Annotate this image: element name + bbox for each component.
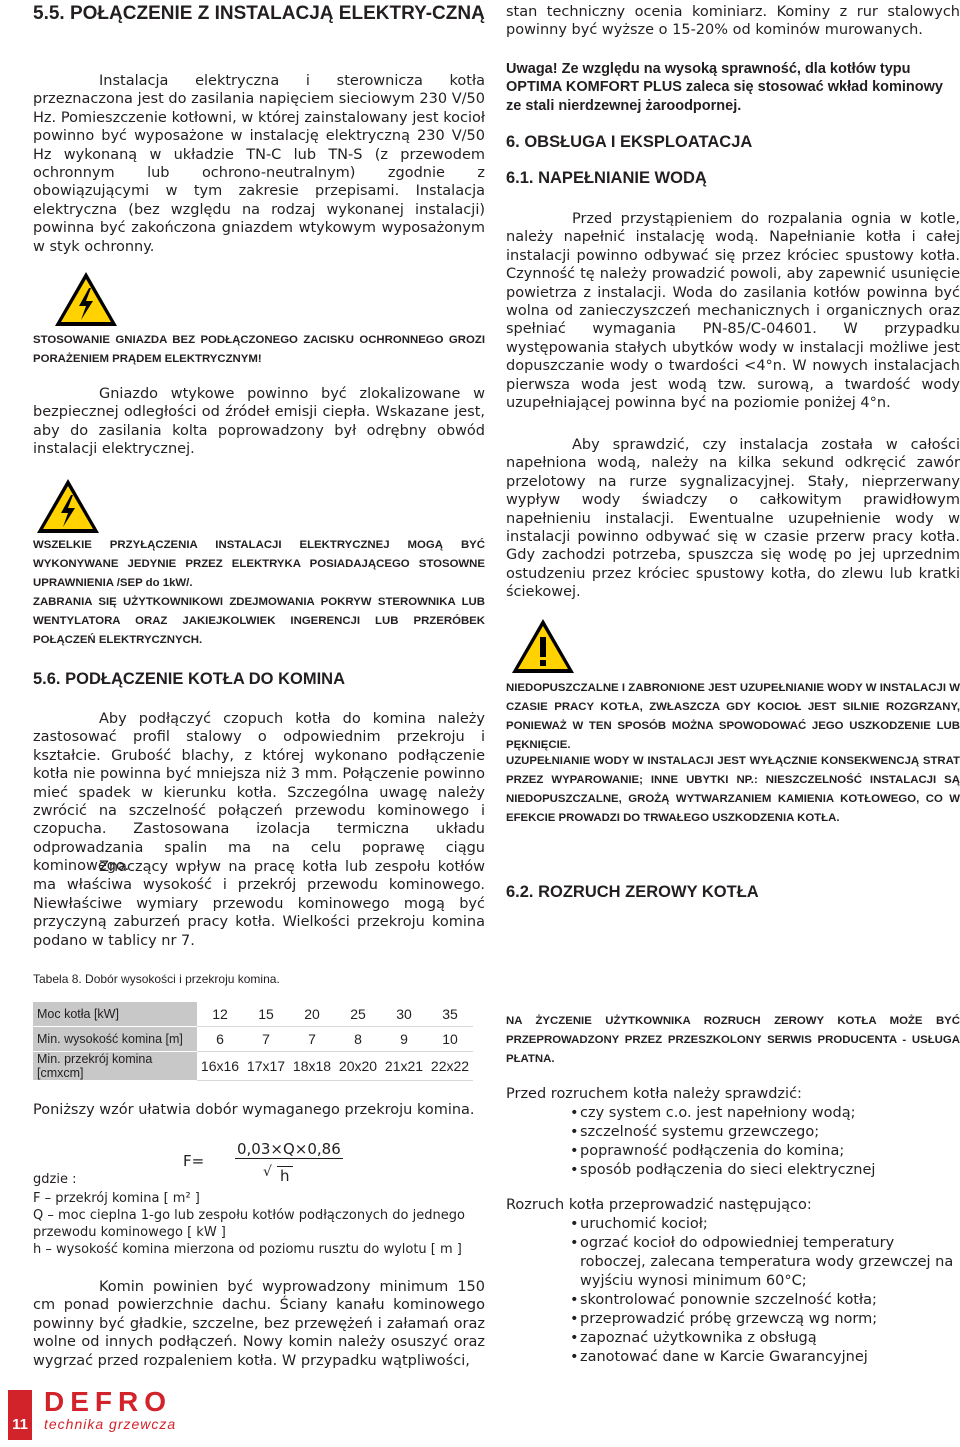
table-row-label: Moc kotła [kW] <box>33 1002 197 1027</box>
section-5-5-title: 5.5. POŁĄCZENIE Z INSTALACJĄ ELEKTRY-CZNĄ <box>33 3 485 24</box>
table-row <box>33 1052 473 1081</box>
list-item: • poprawność podłączenia do komina; <box>572 1142 960 1161</box>
section-6-1-title: 6.1. NAPEŁNIANIE WODĄ <box>506 169 707 187</box>
page-number: 11 <box>8 1390 32 1440</box>
table-cell: 7 <box>289 1027 335 1052</box>
warning-electrician-text: WSZELKIE PRZYŁĄCZENIA INSTALACJI ELEKTRYCZNEJ MOGĄ BYĆ WYKONYWANE JEDYNIE PRZEZ ELEKTRYKA POSIADAJĄCEGO STOSOWNE UPRAWNIENIA /SEP do 1kW/. <box>33 539 485 589</box>
table-row-label: Min. przekrój komina [cmxcm] <box>33 1052 197 1081</box>
table-row-label: Min. wysokość komina [m] <box>33 1027 197 1052</box>
section-6-1-paragraph-1: Przed przystąpieniem do rozpalania ognia w kotle, należy napełnić instalację wodą. Napełnianie kotła i całej instalacji powinno odbywać się przez króciec spustowy kotła. Czynność tę należy prowadzić powoli, aby zapewnić usunięcie powietrza z instalacji. Woda do zasilania kotłów powinna być wolna od zanieczyszczeń mechanicznych i organicznych oraz spełniać wymagania PN-85/C-04601. W przypadku występowania stałych ubytków wody w instalacji możliwe jest dopuszczanie wody o twardości <4°n. W nowych instalacjach pierwsza woda jest wodą tzw. surową, a twardość wody uzupełniającej powinna być na poziomie poniżej 4°n. <box>506 211 960 412</box>
formula-lhs: F= <box>183 1152 205 1170</box>
table-cell: 25 <box>335 1002 381 1027</box>
electric-hazard-icon <box>53 270 119 328</box>
table-row <box>33 1027 473 1052</box>
list-item: • szczelność systemu grzewczego; <box>572 1123 960 1142</box>
list-item: • zapoznać użytkownika z obsługą <box>572 1329 960 1348</box>
table-row <box>33 1002 473 1027</box>
brand-logo: DEFRO <box>44 1386 172 1417</box>
chimney-table <box>33 1002 473 1081</box>
formula <box>183 1140 343 1190</box>
table-cell: 8 <box>335 1027 381 1052</box>
def-Q: Q – moc cieplna 1-go lub zespołu kotłów podłączonych do jednego przewodu kominowego [ kW ] <box>33 1208 465 1240</box>
table-cell: 12 <box>197 1002 243 1027</box>
uwaga-note: Uwaga! Ze względu na wysoką sprawność, dla kotłów typu OPTIMA KOMFORT PLUS zaleca się stosować wkład kominowy ze stali nierdzewnej żaroodpornej. <box>506 61 943 114</box>
section-5-5-paragraph-1: Instalacja elektryczna i sterownicza kotła przeznaczona jest do zasilania napięciem sieciowym 230 V/50 Hz. Pomieszczenie kotłowni, w której zainstalowany jest kocioł powinno być wyposażone w instalację elektryczną 230 V/50 Hz wykonaną w układzie TN-C lub TN-S (z przewodem ochronnym lub ochrono-neutralnym) zgodnie z obowiązującymi w tym zakresie przepisami. Instalacja elektryczna (bez względu na rodzaj wykonanej instalacji) powinna być zakończona gniazdem wtykowym wyposażonym w styk ochronny. <box>33 73 485 255</box>
list-item: • czy system c.o. jest napełniony wodą; <box>572 1104 960 1123</box>
section-5-6-paragraph-1: Aby podłączyć czopuch kotła do komina należy zastosować profil stalowy o odpowiednim przekroju i kształcie. Grubość blachy, z której wykonano podłączenie kotła nie powinna być mniejsza niż 3 mm. Połączenie powinno mieć spadek w kierunku kotła. Szczególna uwagę należy zwrócić na szczelność połączeń przewodu kominowego i czopucha. Zastosowana izolacja termiczna układu odprowadzania spalin ma na celu poprawę ciągu kominowego. <box>33 711 485 875</box>
table-cell: 7 <box>243 1027 289 1052</box>
section-6-1-paragraph-2: Aby sprawdzić, czy instalacja została w całości napełniona wodą, należy na kilka sekund odkręcić zawór przelotowy na rurze sygnalizacyjnej. Stały, nieprzerwany wypływ wody świadczy o całkowitym prawidłowym napełnieniu instalacji. Ewentualne uzupełnienie wody w instalacji powinno odbywać się w czasie przerw pracy kotła. Gdy zachodzi potrzeba, spuszcza się wodę po jej uprzednim ostudzeniu przez króciec spustowy kotła, do zlewu lub kratki ściekowej. <box>506 437 960 601</box>
table-cell: 20 <box>289 1002 335 1027</box>
formula-intro: Poniższy wzór ułatwia dobór wymaganego przekroju komina. <box>33 1102 475 1118</box>
warning-user-tampering-text: ZABRANIA SIĘ UŻYTKOWNIKOWI ZDEJMOWANIA POKRYW STEROWNIKA LUB WENTYLATORA ORAZ JAKIEJKOLWIEK INGERENCJI LUB PRZERÓBEK POŁĄCZEŃ ELEKTRYCZNYCH. <box>33 596 485 646</box>
table-cell: 35 <box>427 1002 473 1027</box>
warning-socket-text: STOSOWANIE GNIAZDA BEZ PODŁĄCZONEGO ZACISKU OCHRONNEGO GROZI PORAŻENIEM PRĄDEM ELEKTRYCZNYM! <box>33 334 485 365</box>
section-5-6-title: 5.6. PODŁĄCZENIE KOTŁA DO KOMINA <box>33 670 345 688</box>
list-item: • uruchomić kocioł; <box>572 1215 960 1234</box>
table-cell: 18x18 <box>289 1052 335 1081</box>
def-F: F – przekrój komina [ m² ] <box>33 1191 200 1206</box>
formula-numerator: 0,03×Q×0,86 <box>237 1140 341 1158</box>
section-6-title: 6. OBSŁUGA I EKSPLOATACJA <box>506 133 753 151</box>
table-cell: 30 <box>381 1002 427 1027</box>
check-intro: Przed rozruchem kotła należy sprawdzić: <box>506 1086 802 1102</box>
section-5-6-paragraph-3: Komin powinien być wyprowadzony minimum 150 cm ponad powierzchnie dachu. Ściany kanału kominowego powinny być gładkie, szczelne, bez przewężeń i załamań oraz wolne od innych podłączeń. Nowy komin należy osuszyć oraz wygrzać przed rozpaleniem kotła. W przypadku wątpliwości, <box>33 1279 485 1369</box>
table-cell: 9 <box>381 1027 427 1052</box>
list-item: • przeprowadzić próbę grzewczą wg norm; <box>572 1310 960 1329</box>
table-cell: 6 <box>197 1027 243 1052</box>
list-item: • sposób podłączenia do sieci elektrycznej <box>572 1161 960 1180</box>
warning-evaporation-text: UZUPEŁNIANIE WODY W INSTALACJI JEST WYŁĄCZNIE KONSEKWENCJĄ STRAT PRZEZ WYPAROWANIE; INNE UBYTKI NP.: NIESZCZELNOŚĆ INSTALACJI SĄ NIEDOPUSZCZALNE, GROŻĄ WYTWARZANIEM KAMIENIA KOTŁOWEGO, CO W EFEKCIE PROWADZI DO TRWAŁEGO USZKODZENIA KOTŁA. <box>506 755 960 824</box>
table-cell: 15 <box>243 1002 289 1027</box>
section-5-5-paragraph-2: Gniazdo wtykowe powinno być zlokalizowane w bezpiecznej odległości od źródeł emisji ciepła. Wskazane jest, aby do zasilania kolta poprowadzony był odrębny obwód instalacji elektrycznej. <box>33 386 485 458</box>
table-cell: 20x20 <box>335 1052 381 1081</box>
warning-refill-text: NIEDOPUSZCZALNE I ZABRONIONE JEST UZUPEŁNIANIE WODY W INSTALACJI W CZASIE PRACY KOTŁA, ZWŁASZCZA GDY KOCIOŁ JEST SILNIE ROZGRZANY, PONIEWAŻ W TEN SPOSÓB MOŻNA SPOWODOWAĆ JEGO USZKODZENIE LUB PĘKNIĘCIE. <box>506 682 960 751</box>
table-cell: 10 <box>427 1027 473 1052</box>
table-caption: Tabela 8. Dobór wysokości i przekroju komina. <box>33 972 280 986</box>
table-cell: 16x16 <box>197 1052 243 1081</box>
exclamation-warning-icon <box>510 617 576 675</box>
start-list <box>506 1215 960 1367</box>
where-label: gdzie : <box>33 1172 77 1187</box>
list-item: • ogrzać kocioł do odpowiedniej temperatury roboczej, zalecana temperatura wody grzewczej na wyjściu wynosi minimum 60°C; <box>572 1234 960 1291</box>
chimney-continuation: stan techniczny ocenia kominiarz. Kominy z rur stalowych powinny być wyższe o 15-20% od kominów murowanych. <box>506 4 960 39</box>
electric-hazard-icon <box>35 477 101 535</box>
table-cell: 17x17 <box>243 1052 289 1081</box>
check-list <box>506 1104 960 1180</box>
list-item: • skontrolować ponownie szczelność kotła; <box>572 1291 960 1310</box>
table-cell: 21x21 <box>381 1052 427 1081</box>
brand-tagline: technika grzewcza <box>44 1416 177 1432</box>
warning-service-text: NA ŻYCZENIE UŻYTKOWNIKA ROZRUCH ZEROWY KOTŁA MOŻE BYĆ PRZEPROWADZONY PRZEZ PRZESZKOLONY SERWIS PRODUCENTA - USŁUGA PŁATNA. <box>506 1015 960 1065</box>
section-5-6-paragraph-2: Znaczący wpływ na pracę kotła lub zespołu kotłów ma właściwa wysokość i przekrój przewodu kominowego. Niewłaściwe wymiary przewodu kominowego mogą być przyczyną zaburzeń pracy kotła. Wielkości przekroju komina podano w tablicy nr 7. <box>33 859 485 949</box>
sqrt-symbol: √ <box>263 1164 272 1180</box>
formula-denominator: h <box>277 1166 293 1185</box>
def-h: h – wysokość komina mierzona od poziomu rusztu do wylotu [ m ] <box>33 1242 462 1257</box>
list-item: • zanotować dane w Karcie Gwarancyjnej <box>572 1348 960 1367</box>
section-6-2-title: 6.2. ROZRUCH ZEROWY KOTŁA <box>506 883 759 901</box>
start-intro: Rozruch kotła przeprowadzić następująco: <box>506 1197 812 1213</box>
table-cell: 22x22 <box>427 1052 473 1081</box>
